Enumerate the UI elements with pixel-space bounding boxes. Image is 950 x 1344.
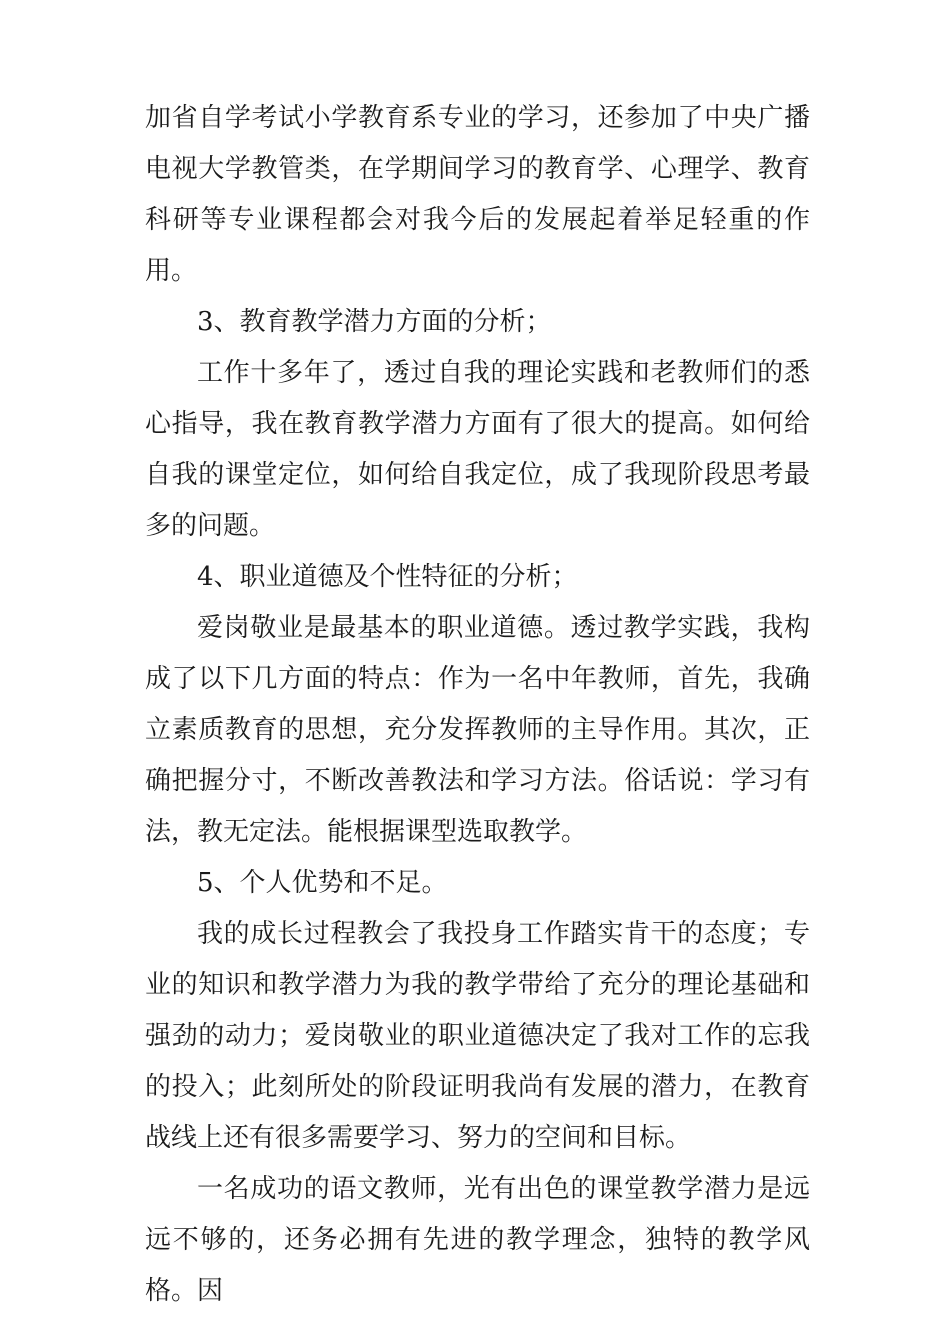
section-heading-4: 4、职业道德及个性特征的分析； bbox=[197, 562, 578, 592]
section-heading-3: 3、教育教学潜力方面的分析； bbox=[197, 307, 552, 337]
paragraph-strengths: 我的成长过程教会了我投身工作踏实肯干的态度；专业的知识和教学潜力为我的教学带给了充分的理论基础和强劲的动力；爱岗敬业的职业道德决定了我对工作的忘我的投入；此刻所处的阶段证明我尚有发展的潜力，在教育战线上还有很多需要学习、努力的空间和目标。 bbox=[145, 919, 810, 1153]
paragraph-professional-ethics: 爱岗敬业是最基本的职业道德。透过教学实践，我构成了以下几方面的特点：作为一名中年教师，首先，我确立素质教育的思想，充分发挥教师的主导作用。其次，正确把握分寸，不断改善教法和学习方法。俗话说：学习有法，教无定法。能根据课型选取教学。 bbox=[145, 613, 810, 847]
paragraph-continuation: 加省自学考试小学教育系专业的学习，还参加了中央广播电视大学教管类，在学期间学习的教育学、心理学、教育科研等专业课程都会对我今后的发展起着举足轻重的作用。 bbox=[145, 103, 810, 286]
paragraph-teaching-ability: 工作十多年了，透过自我的理论实践和老教师们的悉心指导，我在教育教学潜力方面有了很大的提高。如何给自我的课堂定位，如何给自我定位，成了我现阶段思考最多的问题。 bbox=[145, 358, 810, 541]
section-heading-5: 5、个人优势和不足。 bbox=[197, 868, 448, 898]
paragraph-successful-teacher: 一名成功的语文教师，光有出色的课堂教学潜力是远远不够的，还务必拥有先进的教学理念，独特的教学风格。因 bbox=[145, 1174, 810, 1306]
document-body bbox=[145, 93, 810, 1317]
